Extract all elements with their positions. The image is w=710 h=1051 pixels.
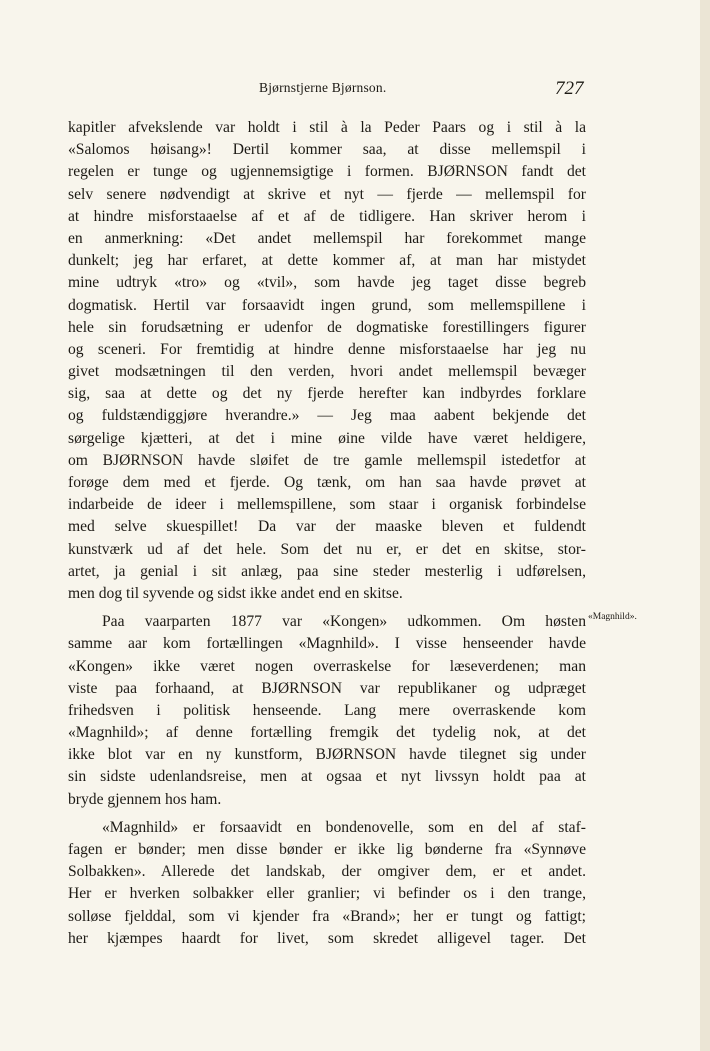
text-line: indarbeide de ideer i mellemspillene, som staar i organisk forbindelse [68, 496, 586, 514]
text-line: om BJØRNSON havde sløifet de tre gamle mellemspil istedetfor at [68, 451, 586, 469]
text-line: dunkelt; jeg har erfaret, at dette kommer af, at man har mistydet [68, 252, 586, 270]
text-line: sig, saa at dette og det ny fjerde herefter kan indbyrdes forklare [68, 385, 586, 403]
text-line: frihedsven i politisk henseende. Lang mere overraskende kom [68, 701, 586, 719]
text-line: «Kongen» ikke været nogen overraskelse for læseverdenen; man [68, 657, 586, 675]
text-line: og sceneri. For fremtidig at hindre denne misforstaaelse har jeg nu [68, 340, 586, 358]
text-line: her kjæmpes haardt for livet, som skredet alligevel tager. Det [68, 929, 586, 947]
text-line: og fuldstændiggjøre hverandre.» — Jeg maa aabent bekjende det [68, 407, 586, 425]
text-line: kapitler afvekslende var holdt i stil à la Peder Paars og i stil à la [68, 119, 586, 136]
body-text [68, 117, 586, 950]
text-line: fagen er bønder; men disse bønder er ikke lig bønderne fra «Synnøve [68, 841, 586, 858]
margin-note: «Magnhild». [588, 612, 637, 622]
text-line: samme aar kom fortællingen «Magnhild». I visse henseender havde [68, 635, 586, 653]
text-line: kunstværk ud af det hele. Som det nu er, er det en skitse, stor- [68, 540, 586, 558]
text-line: Solbakken». Allerede det landskab, der omgiver dem, er et andet. [68, 863, 586, 881]
page-edge [700, 0, 710, 1051]
text-line: ikke blot var en ny kunstform, BJØRNSON havde tilegnet sig under [68, 746, 586, 764]
text-line: Paa vaarparten 1877 var «Kongen» udkommen. Om høsten [102, 613, 586, 631]
text-line: dogmatisk. Hertil var forsaavidt ingen grund, som mellemspillene i [68, 296, 586, 314]
text-line: selv senere nødvendigt at skrive et nyt — fjerde — mellemspil for [68, 185, 586, 203]
text-line: forøge dem med et fjerde. Og tænk, om han saa havde prøvet at [68, 474, 586, 491]
text-line: men dog til syvende og sidst ikke andet end en skitse. [68, 584, 403, 602]
text-line: «Magnhild»; af denne fortælling fremgik det tydelig nok, at det [68, 724, 586, 742]
text-line: «Magnhild» er forsaavidt en bondenovelle, som en del af staf- [102, 818, 586, 836]
text-line: viste paa forhaand, at BJØRNSON var republikaner og udpræget [68, 679, 586, 697]
text-line: «Salomos høisang»! Dertil kommer saa, at disse mellemspil i [68, 141, 586, 159]
text-line: hele sin forudsætning er udenfor de dogmatiske forestillingers figurer [68, 318, 586, 336]
text-line: sin sidste udenlandsreise, men at ogsaa et nyt livssyn holdt paa at [68, 768, 586, 786]
text-line: solløse fjelddal, som vi kjender fra «Brand»; her er tungt og fattigt; [68, 907, 586, 925]
text-line: med selve skuespillet! Da var der maaske bleven et fuldendt [68, 518, 586, 536]
text-line: mine udtryk «tro» og «tvil», som havde jeg taget disse begreb [68, 274, 586, 292]
text-line: bryde gjennem hos ham. [68, 790, 222, 808]
running-title: Bjørnstjerne Bjørnson. [259, 80, 387, 95]
text-line: regelen er tunge og ugjennemsigtige i formen. BJØRNSON fandt det [68, 163, 586, 181]
text-line: sørgelige kjætteri, at det i mine øine vilde have været heldigere, [68, 429, 586, 447]
text-line: Her er hverken solbakker eller granlier; vi befinder os i den trange, [68, 885, 586, 903]
page-number: 727 [555, 78, 584, 99]
text-line: artet, ja genial i sit anlæg, paa sine steder mesterlig i udførelsen, [68, 562, 586, 580]
text-line: at hindre misforstaaelse af et af de tidligere. Han skriver herom i [68, 207, 586, 225]
text-line: en anmerkning: «Det andet mellemspil har forekommet mange [68, 229, 586, 247]
text-line: givet modsætningen til den verden, hvori andet mellemspil bevæger [68, 363, 586, 381]
